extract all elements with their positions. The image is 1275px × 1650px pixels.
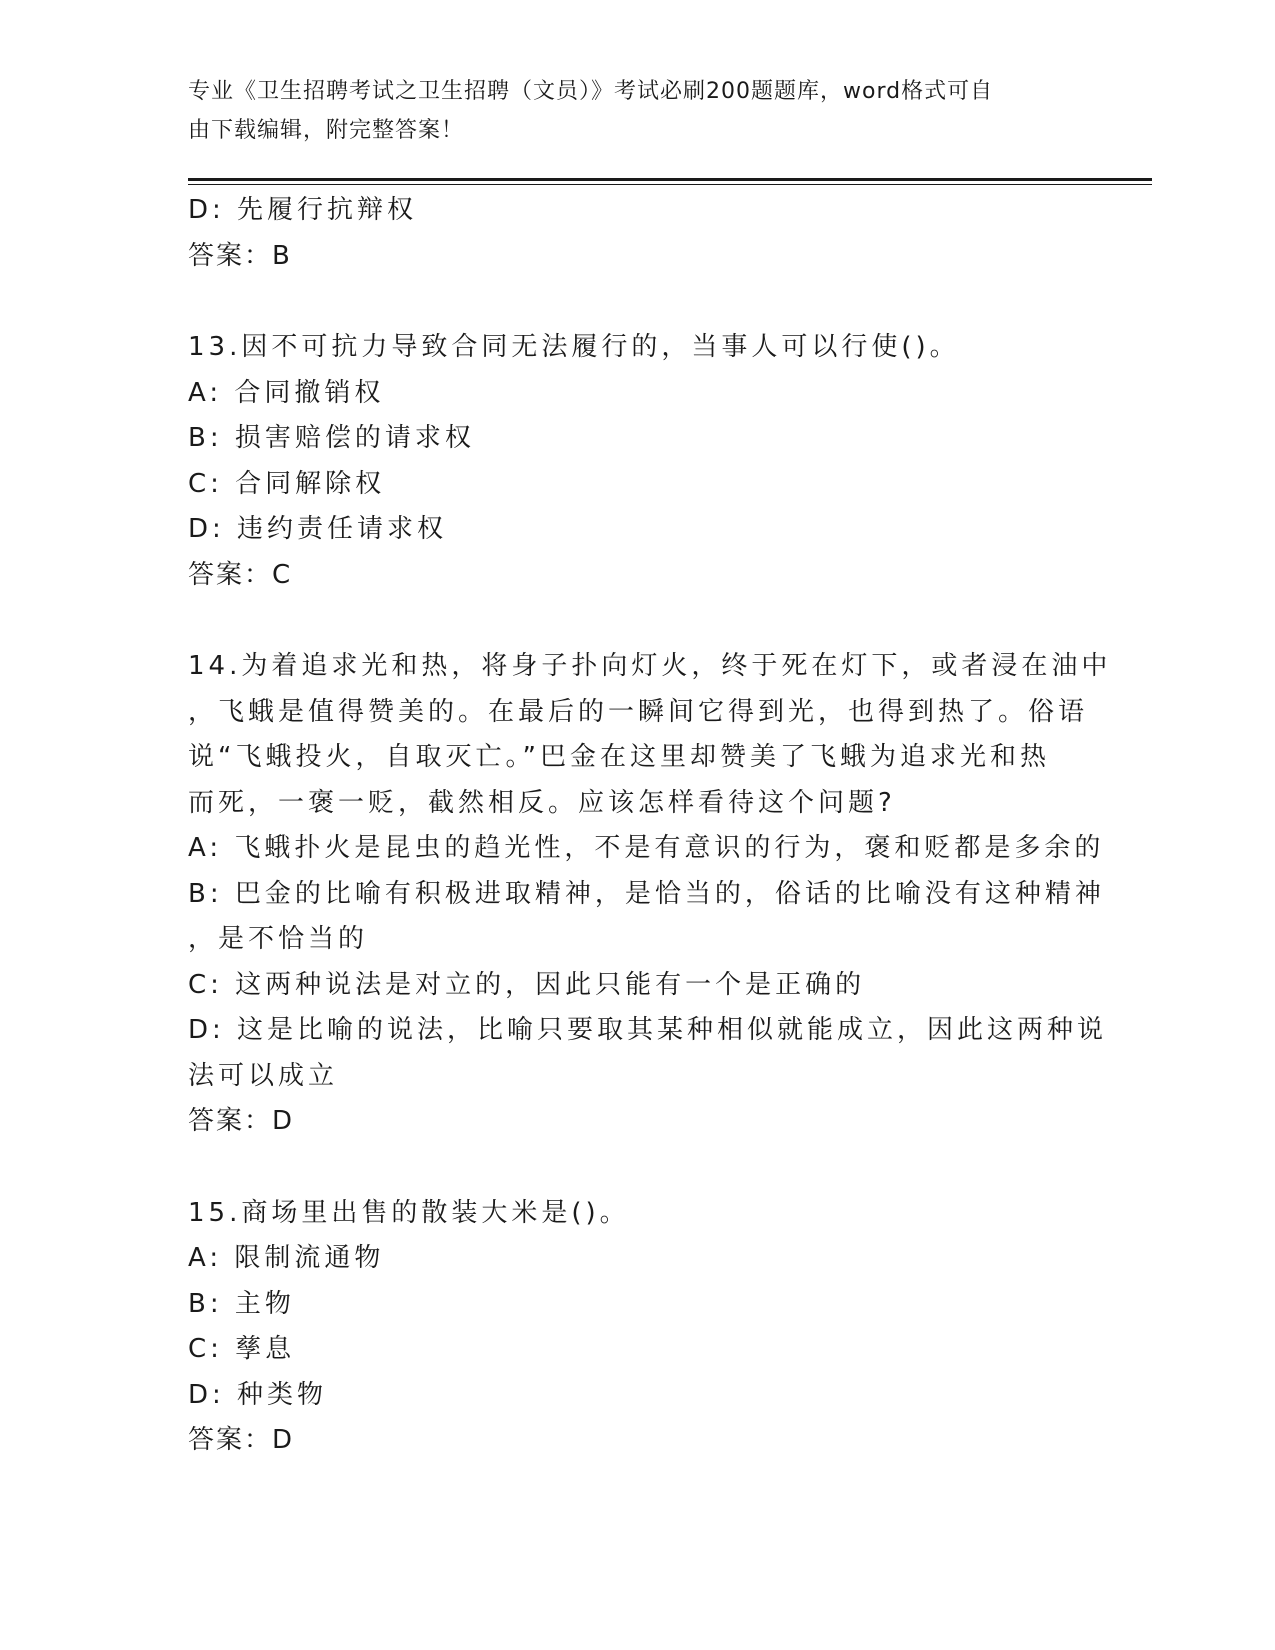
option-b: B: 巴金的比喻有积极进取精神，是恰当的，俗话的比喻没有这种精神 bbox=[188, 878, 1105, 909]
question-stem: 13.因不可抗力导致合同无法履行的，当事人可以行使()。 bbox=[188, 332, 960, 362]
answer: 答案：C bbox=[188, 559, 293, 590]
question-stem: 而死，一褒一贬，截然相反。应该怎样看待这个问题? bbox=[188, 787, 896, 818]
option-c: C: 合同解除权 bbox=[188, 468, 386, 499]
option-d: D: 种类物 bbox=[188, 1379, 328, 1410]
header-title-line-1: 专业《卫生招聘考试之卫生招聘（文员）》考试必刷200题题库，word格式可自 bbox=[188, 79, 994, 104]
option-a: A: 合同撤销权 bbox=[188, 377, 385, 408]
document-header bbox=[188, 72, 1068, 150]
question-block-15 bbox=[188, 1191, 1078, 1464]
option-c: C: 孳息 bbox=[188, 1334, 296, 1364]
question-list bbox=[188, 188, 1112, 1464]
question-stem: 说“飞蛾投火，自取灭亡。”巴金在这里却赞美了飞蛾为追求光和热 bbox=[188, 742, 1050, 772]
option-b: B: 损害赔偿的请求权 bbox=[188, 423, 475, 453]
option-d-continued: 法可以成立 bbox=[188, 1060, 339, 1091]
option-d: D: 违约责任请求权 bbox=[188, 514, 448, 544]
answer: 答案：D bbox=[188, 1425, 295, 1455]
option-a: A: 飞蛾扑火是昆虫的趋光性，不是有意识的行为，褒和贬都是多余的 bbox=[188, 833, 1105, 863]
question-block-13 bbox=[188, 325, 1078, 598]
option-c: C: 这两种说法是对立的，因此只能有一个是正确的 bbox=[188, 969, 866, 1000]
option-b: B: 主物 bbox=[188, 1288, 295, 1319]
header-divider-thick bbox=[188, 178, 1152, 181]
option-b-continued: ，是不恰当的 bbox=[188, 924, 369, 954]
option-a: A: 限制流通物 bbox=[188, 1243, 385, 1273]
question-stem: ，飞蛾是值得赞美的。在最后的一瞬间它得到光，也得到热了。俗语 bbox=[188, 696, 1089, 727]
question-block-14 bbox=[188, 644, 1112, 1145]
spacer bbox=[188, 1145, 1078, 1191]
question-block-12 bbox=[188, 188, 1078, 279]
question-stem: 15.商场里出售的散装大米是()。 bbox=[188, 1197, 630, 1228]
option-d: D: 先履行抗辩权 bbox=[188, 195, 418, 225]
question-stem: 14.为着追求光和热，将身子扑向灯火，终于死在灯下，或者浸在油中 bbox=[188, 651, 1112, 681]
answer: 答案：D bbox=[188, 1106, 295, 1136]
spacer bbox=[188, 279, 1078, 325]
header-title-line-2: 由下载编辑，附完整答案！ bbox=[188, 118, 465, 143]
answer: 答案：B bbox=[188, 240, 292, 271]
header-divider-thin bbox=[188, 184, 1152, 185]
option-d: D: 这是比喻的说法，比喻只要取其某种相似就能成立，因此这两种说 bbox=[188, 1015, 1108, 1045]
spacer bbox=[188, 598, 1078, 644]
